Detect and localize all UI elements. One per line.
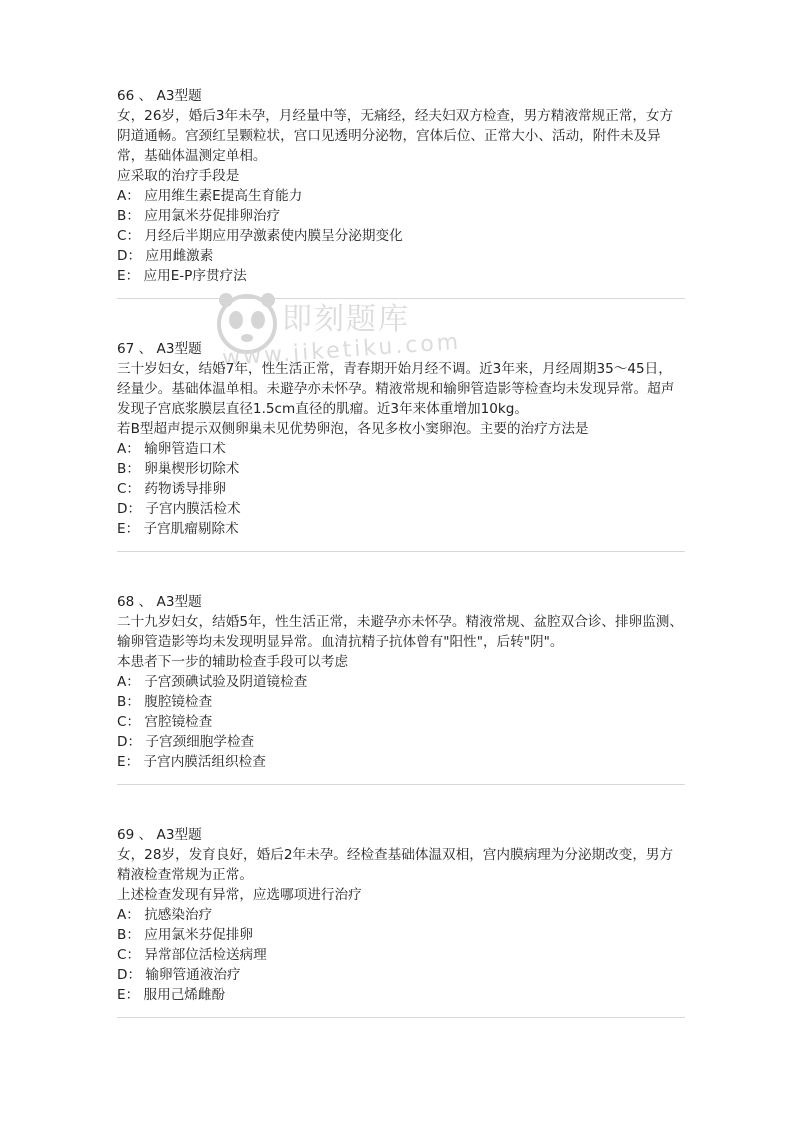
option-c: C： 宫腔镜检查 bbox=[117, 714, 213, 730]
option-c: C： 异常部位活检送病理 bbox=[117, 947, 267, 963]
question-stem: 应采取的治疗手段是 bbox=[117, 168, 240, 184]
option-a: A： 应用维生素E提高生育能力 bbox=[117, 188, 303, 204]
option-b: B： 应用氯米芬促排卵治疗 bbox=[117, 208, 281, 224]
question-67 bbox=[117, 339, 685, 552]
option-list bbox=[117, 905, 685, 1005]
option-a: A： 输卵管造口术 bbox=[117, 441, 226, 457]
question-69 bbox=[117, 825, 685, 1018]
option-d: D： 子宫颈细胞学检查 bbox=[117, 734, 255, 750]
question-header: 68 、 A3型题 bbox=[117, 594, 202, 610]
watermark-brand: 即刻题库 bbox=[282, 302, 410, 337]
option-b: B： 卵巢楔形切除术 bbox=[117, 461, 240, 477]
option-d: D： 输卵管通液治疗 bbox=[117, 967, 241, 983]
question-list bbox=[117, 86, 685, 1018]
option-e: E： 服用己烯雌酚 bbox=[117, 987, 226, 1003]
option-b: B： 应用氯米芬促排卵 bbox=[117, 927, 253, 943]
question-body: 三十岁妇女，结婚7年，性生活正常，青春期开始月经不调。近3年来，月经周期35～45日，经量少。基础体温单相。未避孕亦未怀孕。精液常规和输卵管造影等检查均未发现异常。超声发现子宫底浆膜层直径1.5cm直径的肌瘤。近3年来体重增加10kg。 bbox=[117, 361, 675, 417]
option-c: C： 月经后半期应用孕激素使内膜呈分泌期变化 bbox=[117, 228, 403, 244]
question-body: 女，26岁，婚后3年未孕，月经量中等，无痛经，经夫妇双方检查，男方精液常规正常，女方阴道通畅。宫颈红呈颗粒状，宫口见透明分泌物，宫体后位、正常大小、活动，附件未及异常，基础体温测定单相。 bbox=[117, 108, 674, 164]
question-66 bbox=[117, 86, 685, 299]
question-header: 67 、 A3型题 bbox=[117, 341, 202, 357]
question-stem: 本患者下一步的辅助检查手段可以考虑 bbox=[117, 654, 349, 670]
option-list bbox=[117, 186, 685, 286]
option-list bbox=[117, 672, 685, 772]
question-body: 女，28岁，发育良好，婚后2年未孕。经检查基础体温双相，宫内膜病理为分泌期改变，男方精液检查常规为正常。 bbox=[117, 847, 674, 883]
question-header: 66 、 A3型题 bbox=[117, 88, 202, 104]
option-d: D： 子宫内膜活检术 bbox=[117, 501, 241, 517]
question-divider bbox=[117, 1017, 685, 1018]
question-68 bbox=[117, 592, 685, 785]
watermark-url: www.jiketiku.com bbox=[221, 329, 462, 372]
question-stem: 若B型超声提示双侧卵巢未见优势卵泡，各见多枚小窦卵泡。主要的治疗方法是 bbox=[117, 421, 589, 437]
question-stem: 上述检查发现有异常，应选哪项进行治疗 bbox=[117, 887, 362, 903]
question-header: 69 、 A3型题 bbox=[117, 827, 202, 843]
option-e: E： 应用E-P序贯疗法 bbox=[117, 268, 247, 284]
option-a: A： 子宫颈碘试验及阴道镜检查 bbox=[117, 674, 308, 690]
option-a: A： 抗感染治疗 bbox=[117, 907, 213, 923]
option-e: E： 子宫内膜活组织检查 bbox=[117, 754, 266, 770]
question-body: 二十九岁妇女，结婚5年，性生活正常，未避孕亦未怀孕。精液常规、盆腔双合诊、排卵监测、输卵管造影等均未发现明显异常。血清抗精子抗体曾有"阳性"，后转"阴"。 bbox=[117, 614, 683, 650]
option-list bbox=[117, 439, 685, 539]
option-d: D： 应用雌激素 bbox=[117, 248, 214, 264]
option-b: B： 腹腔镜检查 bbox=[117, 694, 213, 710]
option-c: C： 药物诱导排卵 bbox=[117, 481, 226, 497]
option-e: E： 子宫肌瘤剔除术 bbox=[117, 521, 239, 537]
